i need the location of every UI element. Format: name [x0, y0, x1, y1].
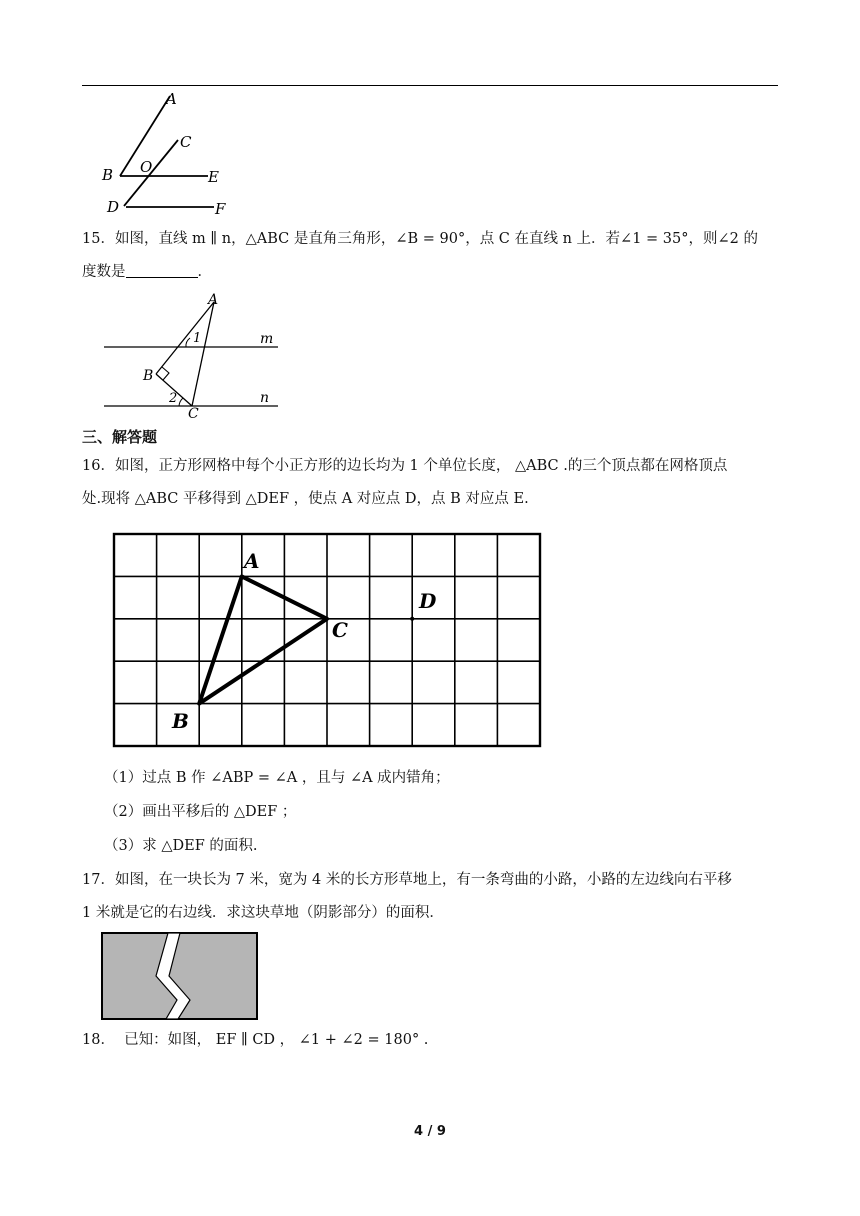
q16-sub3: （3）求 △DEF 的面积.: [104, 838, 258, 854]
q15-answer-blank[interactable]: [126, 263, 198, 278]
figure-parallel-transversal: [96, 86, 246, 218]
label-a: A: [166, 90, 177, 108]
label-e: E: [208, 168, 219, 186]
label-c: C: [180, 133, 192, 151]
page-number: 4 / 9: [414, 1124, 446, 1139]
q16-line2: 处.现将 △ABC 平移得到 △DEF ，使点 A 对应点 D，点 B 对应点 E.: [82, 491, 529, 507]
angle-1-arc: [186, 338, 190, 347]
q17-number: 17．: [82, 872, 115, 888]
q17-figure: [100, 930, 260, 1022]
segment-ab: [156, 302, 214, 374]
q15-text-1: 如图，直线 m ∥ n，△ABC 是直角三角形，∠B = 90°，点 C 在直线 n 上．若∠1 = 35°，则∠2 的: [114, 231, 758, 247]
q15-text-3: ．: [197, 264, 212, 280]
label-m: m: [260, 331, 274, 347]
label-a: A: [244, 549, 260, 573]
q17-line2: 1 米就是它的右边线．求这块草地（阴影部分）的面积．: [82, 905, 444, 921]
q18-number: 18．: [82, 1032, 115, 1048]
q15-line1: [82, 229, 758, 249]
label-f: F: [215, 200, 226, 218]
label-o: O: [140, 158, 153, 176]
q16-number: 16．: [82, 458, 115, 474]
q16-grid-figure: [106, 528, 546, 754]
label-n: n: [260, 390, 270, 406]
triangle-abc: [199, 576, 327, 703]
q16-sub2: （2）画出平移后的 △DEF ；: [104, 804, 297, 820]
segment-ac: [192, 302, 214, 406]
label-d: D: [419, 589, 437, 613]
label-b: B: [143, 368, 154, 384]
label-a: A: [208, 292, 219, 308]
right-angle-mark: [162, 367, 169, 380]
q16-sub1: （1）过点 B 作 ∠ABP = ∠A ，且与 ∠A 成内错角；: [104, 770, 450, 786]
angle-2-arc: [179, 398, 183, 406]
point-d: [410, 617, 414, 621]
q16-line1: [82, 456, 727, 476]
q17-text-1: 如图，在一块长为 7 米，宽为 4 米的长方形草地上，有一条弯曲的小路，小路的左边线向右平移: [114, 872, 732, 888]
label-c: C: [332, 618, 348, 642]
q16-text-1: 如图，正方形网格中每个小正方形的边长均为 1 个单位长度， △ABC .的三个顶点都在网格顶点: [114, 458, 728, 474]
q15-line2: [82, 262, 212, 282]
label-angle-2: 2: [169, 391, 178, 406]
q18-line1: [82, 1030, 428, 1050]
label-angle-1: 1: [193, 331, 202, 346]
q15-text-2: 度数是: [82, 264, 126, 280]
label-c: C: [188, 406, 199, 420]
q18-text-1: 已知：如图， EF ∥ CD ， ∠1 + ∠2 = 180° .: [124, 1032, 429, 1048]
label-d: D: [107, 198, 120, 216]
q15-number: 15．: [82, 231, 115, 247]
label-b: B: [172, 709, 189, 733]
section-title: 三、解答题: [82, 428, 158, 446]
q17-line1: [82, 870, 732, 890]
label-b: B: [102, 166, 114, 184]
q15-figure: [100, 290, 290, 420]
